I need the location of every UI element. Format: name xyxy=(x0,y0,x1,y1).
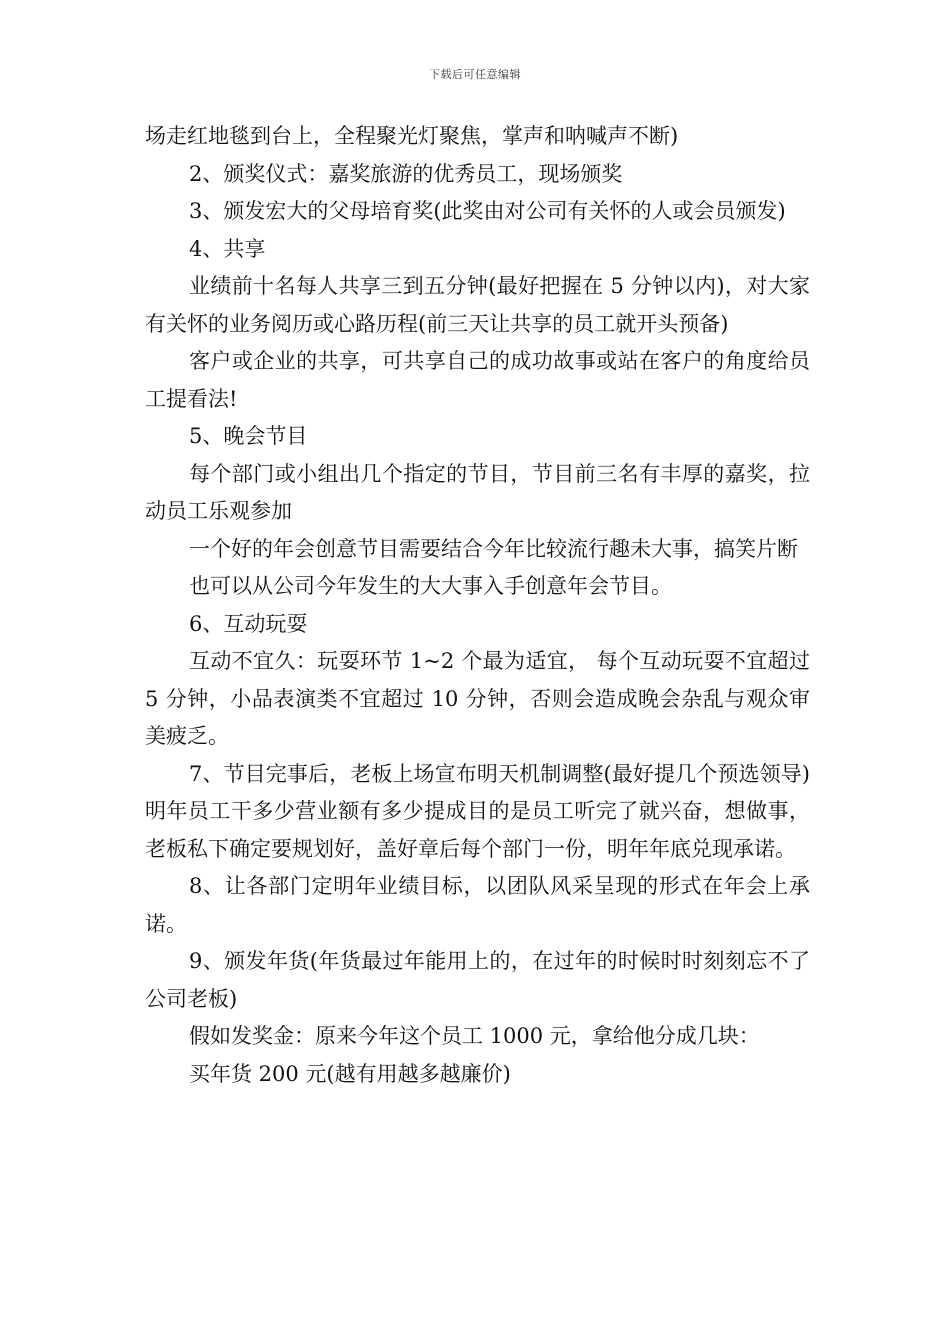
paragraph: 2、颁奖仪式：嘉奖旅游的优秀员工，现场颁奖 xyxy=(189,161,623,186)
paragraph: 互动不宜久：玩耍环节 1~2 个最为适宜， 每个互动玩耍不宜超过 5 分钟，小品表演类不宜超过 10 分钟，否则会造成晚会杂乱与观众审美疲乏。 xyxy=(145,649,810,748)
paragraph: 买年货 200 元(越有用越多越廉价) xyxy=(189,1061,511,1086)
paragraph: 客户或企业的共享，可共享自己的成功故事或站在客户的角度给员工提看法! xyxy=(145,349,810,411)
paragraph: 9、颁发年货(年货最过年能用上的，在过年的时候时时刻刻忘不了公司老板) xyxy=(145,949,810,1011)
document-body xyxy=(145,118,810,1093)
paragraph: 7、节目完事后，老板上场宣布明天机制调整(最好提几个预选领导)明年员工干多少营业额有多少提成目的是员工听完了就兴奋，想做事，老板私下确定要规划好，盖好章后每个部门一份，明年年底兑现承诺。 xyxy=(145,761,810,861)
paragraph: 一个好的年会创意节目需要结合今年比较流行趣未大事，搞笑片断 xyxy=(189,536,798,561)
page-header: 下载后可任意编辑 xyxy=(429,68,521,81)
paragraph: 8、让各部门定明年业绩目标，以团队风采呈现的形式在年会上承诺。 xyxy=(145,874,810,936)
paragraph: 场走红地毯到台上，全程聚光灯聚焦，掌声和呐喊声不断) xyxy=(145,124,679,148)
paragraph: 业绩前十名每人共享三到五分钟(最好把握在 5 分钟以内)，对大家有关怀的业务阅历或心路历程(前三天让共享的员工就开头预备) xyxy=(145,274,810,336)
section-heading: 6、互动玩耍 xyxy=(189,611,308,636)
paragraph: 每个部门或小组出几个指定的节目，节目前三名有丰厚的嘉奖，拉动员工乐观参加 xyxy=(145,461,810,523)
section-heading: 5、晚会节目 xyxy=(189,424,308,448)
paragraph: 也可以从公司今年发生的大大事入手创意年会节目。 xyxy=(189,574,672,598)
paragraph: 假如发奖金：原来今年这个员工 1000 元，拿给他分成几块： xyxy=(189,1024,760,1048)
section-heading: 4、共享 xyxy=(189,236,266,261)
paragraph: 3、颁发宏大的父母培育奖(此奖由对公司有关怀的人或会员颁发) xyxy=(189,199,786,223)
